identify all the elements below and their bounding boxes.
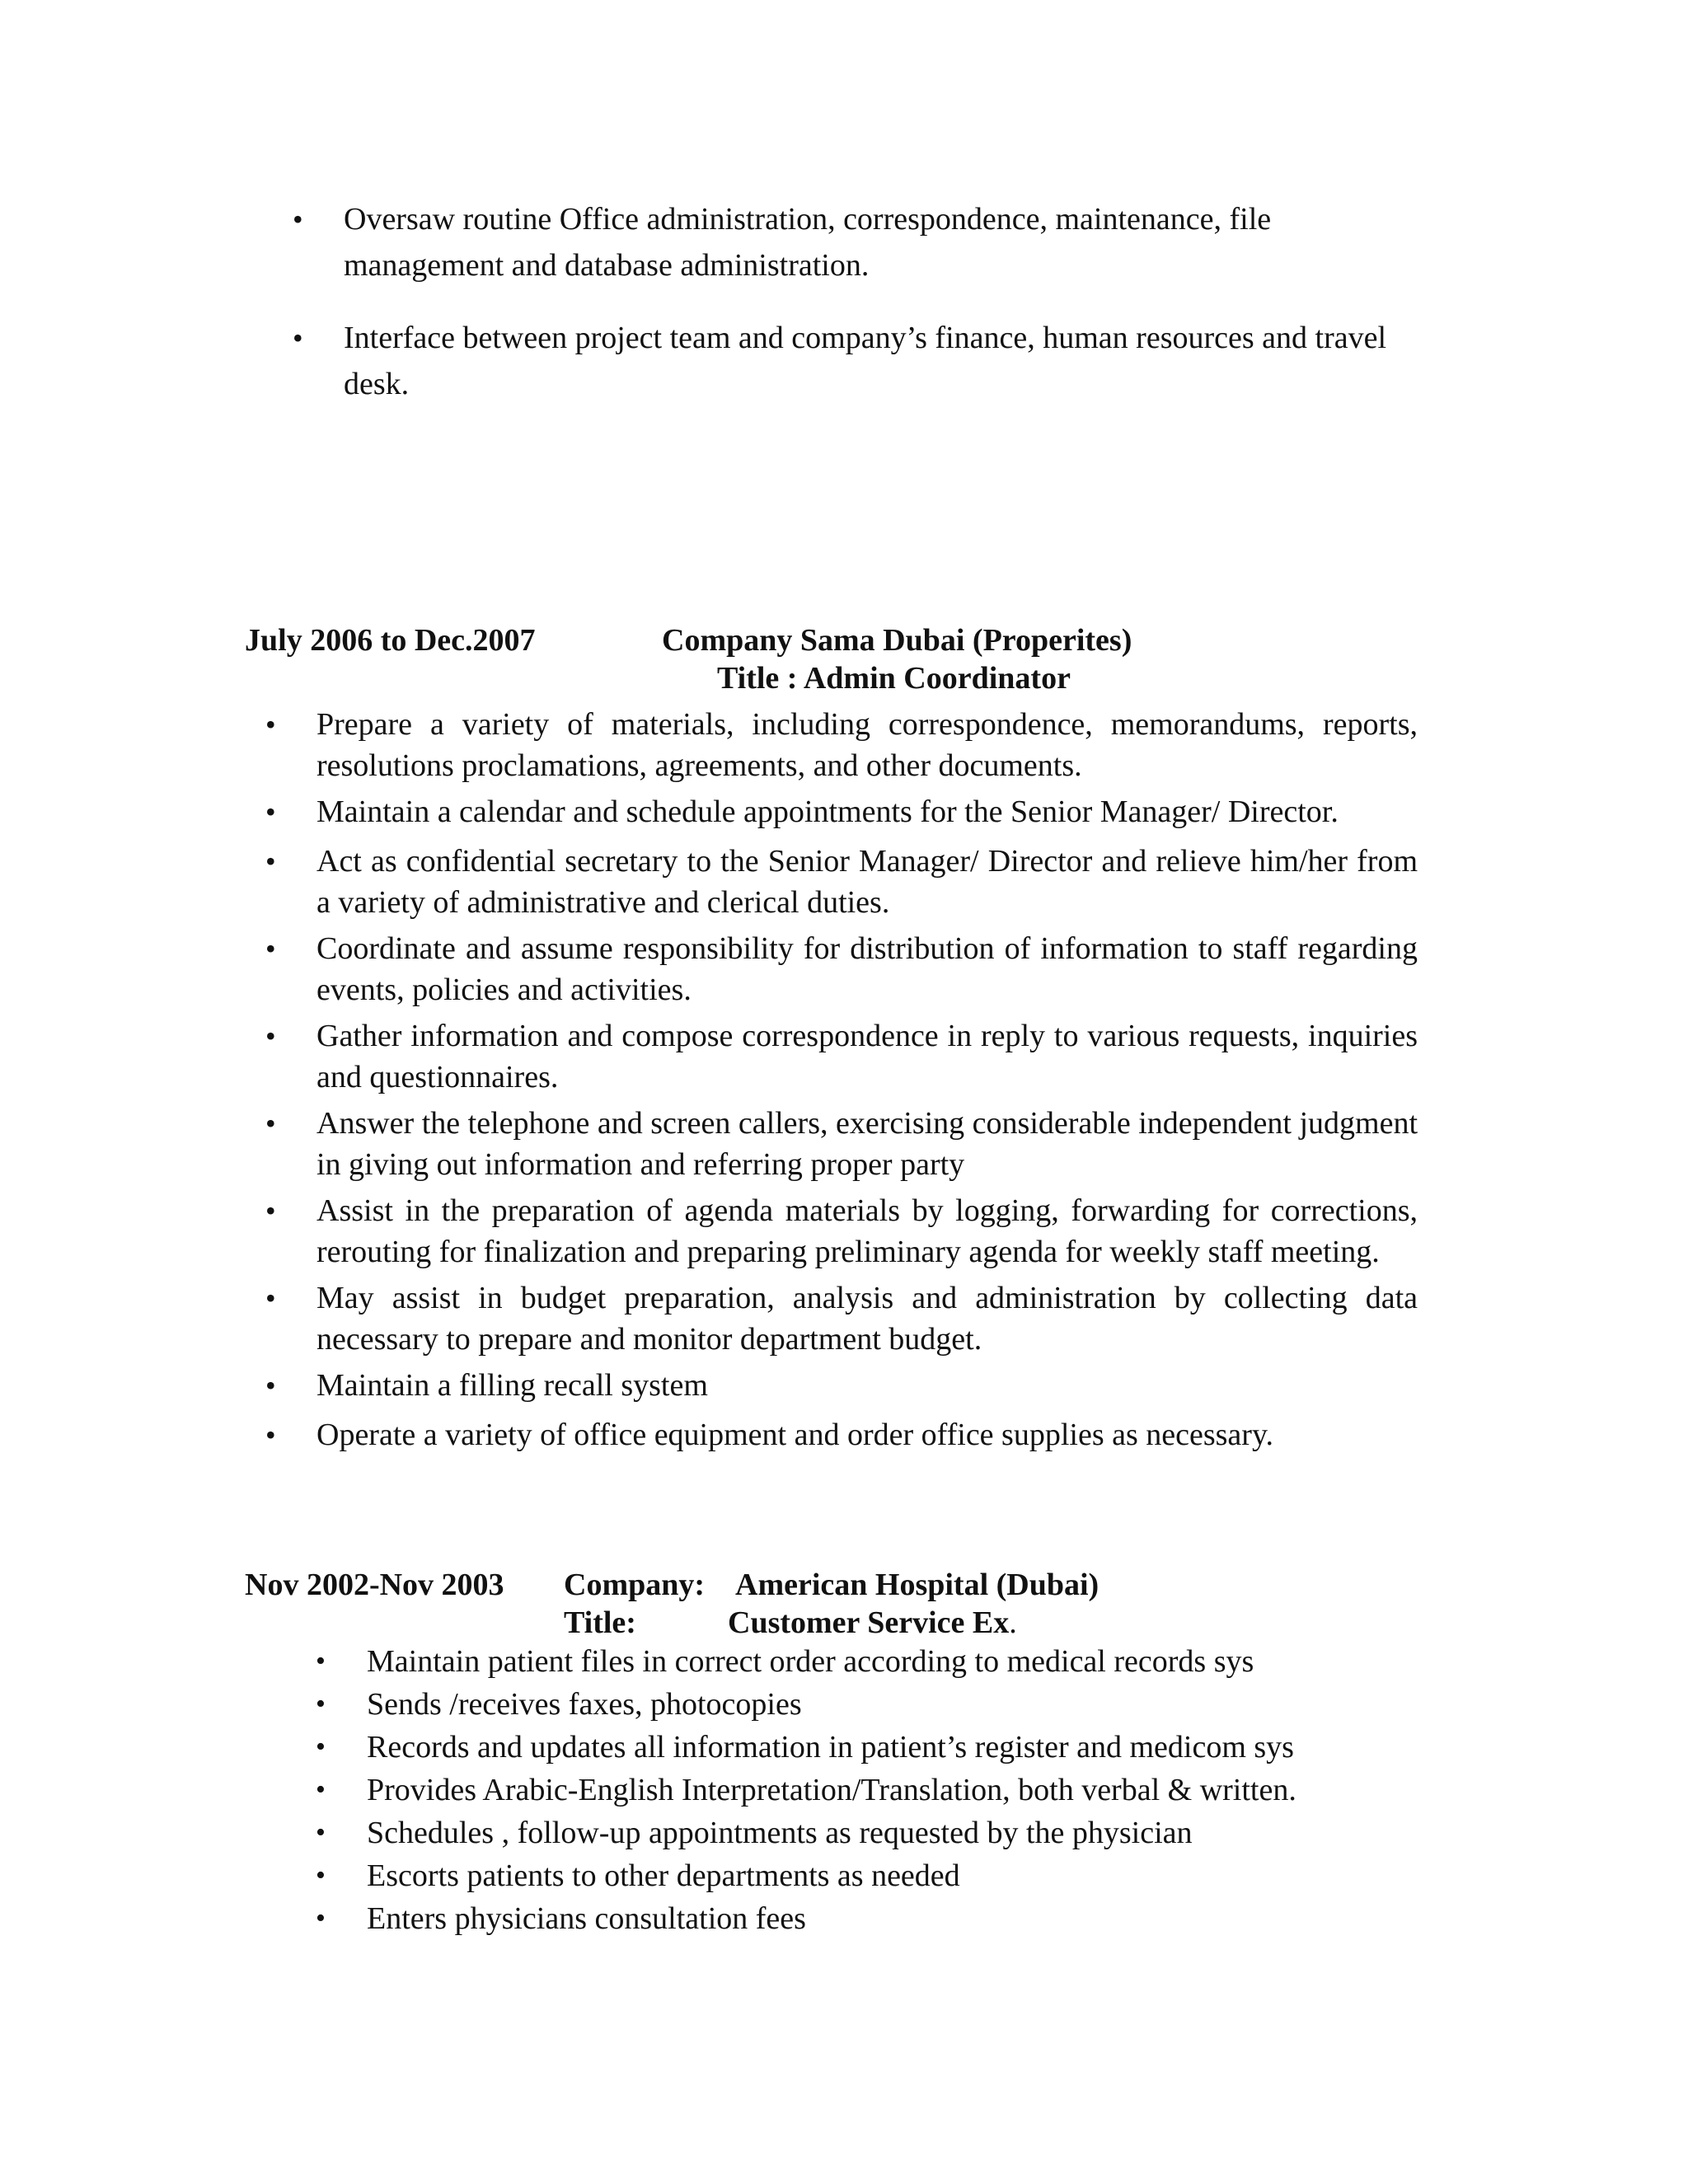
list-item: • Answer the telephone and screen callers, exercising considerable independent judgment in giving out information and referring proper party (265, 1103, 1418, 1185)
list-item: • Enters physicians consultation fees (316, 1897, 1437, 1940)
list-item: • Prepare a variety of materials, including correspondence, memorandums, reports, resolutions proclamations, agreements, and other documents. (265, 704, 1418, 786)
bullet-icon: • (316, 1646, 326, 1676)
list-item: • Schedules , follow-up appointments as requested by the physician (316, 1811, 1437, 1854)
job-date-range: July 2006 to Dec.2007 (245, 623, 536, 658)
bullet-icon: • (265, 708, 276, 741)
section1-bullet-list (293, 196, 1414, 434)
list-item: • Records and updates all information in patient’s register and medicom sys (316, 1726, 1437, 1769)
job-title: Customer Service Ex. (728, 1605, 1017, 1640)
list-item: • Coordinate and assume responsibility for distribution of information to staff regarding events, policies and activities. (265, 928, 1418, 1010)
list-item: • Maintain a calendar and schedule appointments for the Senior Manager/ Director. (265, 791, 1418, 832)
bullet-icon: • (265, 1418, 276, 1451)
list-item: • Gather information and compose correspondence in reply to various requests, inquiries and questionnaires. (265, 1015, 1418, 1098)
title-label: Title: (564, 1605, 636, 1640)
job-company: American Hospital (Dubai) (735, 1568, 1100, 1602)
list-item: • Sends /receives faxes, photocopies (316, 1683, 1437, 1726)
list-item: • Provides Arabic-English Interpretation/Translation, both verbal & written. (316, 1769, 1437, 1811)
bullet-icon: • (265, 845, 276, 878)
list-item: • Maintain a filling recall system (265, 1365, 1418, 1406)
bullet-icon: • (316, 1860, 326, 1891)
section3-bullet-list (316, 1640, 1437, 1940)
bullet-icon: • (265, 1282, 276, 1315)
list-item: • Oversaw routine Office administration, correspondence, maintenance, file management and database administration. (293, 196, 1414, 288)
bullet-icon: • (265, 932, 276, 965)
bullet-icon: • (265, 1194, 276, 1227)
bullet-icon: • (265, 1369, 276, 1402)
job-date-range: Nov 2002-Nov 2003 (245, 1568, 504, 1602)
list-item: • Operate a variety of office equipment and order office supplies as necessary. (265, 1414, 1418, 1455)
company-label: Company: (564, 1568, 706, 1602)
list-item: • May assist in budget preparation, analysis and administration by collecting data necessary to prepare and monitor department budget. (265, 1277, 1418, 1360)
job-company: Company Sama Dubai (Properites) (662, 623, 1132, 658)
bullet-icon: • (265, 1107, 276, 1140)
bullet-icon: • (265, 795, 276, 828)
list-item: • Interface between project team and company’s finance, human resources and travel desk. (293, 315, 1414, 407)
list-item: • Act as confidential secretary to the Senior Manager/ Director and relieve him/her from a variety of administrative and clerical duties. (265, 841, 1418, 923)
list-item: • Escorts patients to other departments as needed (316, 1854, 1437, 1897)
bullet-icon: • (316, 1732, 326, 1762)
bullet-icon: • (293, 203, 303, 236)
section2-bullet-list (265, 704, 1418, 1460)
bullet-icon: • (316, 1774, 326, 1805)
list-item: • Assist in the preparation of agenda materials by logging, forwarding for corrections, rerouting for finalization and preparing preliminary agenda for weekly staff meeting. (265, 1190, 1418, 1272)
bullet-icon: • (316, 1817, 326, 1848)
bullet-icon: • (293, 321, 303, 354)
bullet-icon: • (265, 1019, 276, 1052)
list-item: • Maintain patient files in correct order according to medical records sys (316, 1640, 1437, 1683)
bullet-icon: • (316, 1903, 326, 1933)
job-title: Title : Admin Coordinator (717, 661, 1071, 696)
bullet-icon: • (316, 1689, 326, 1719)
